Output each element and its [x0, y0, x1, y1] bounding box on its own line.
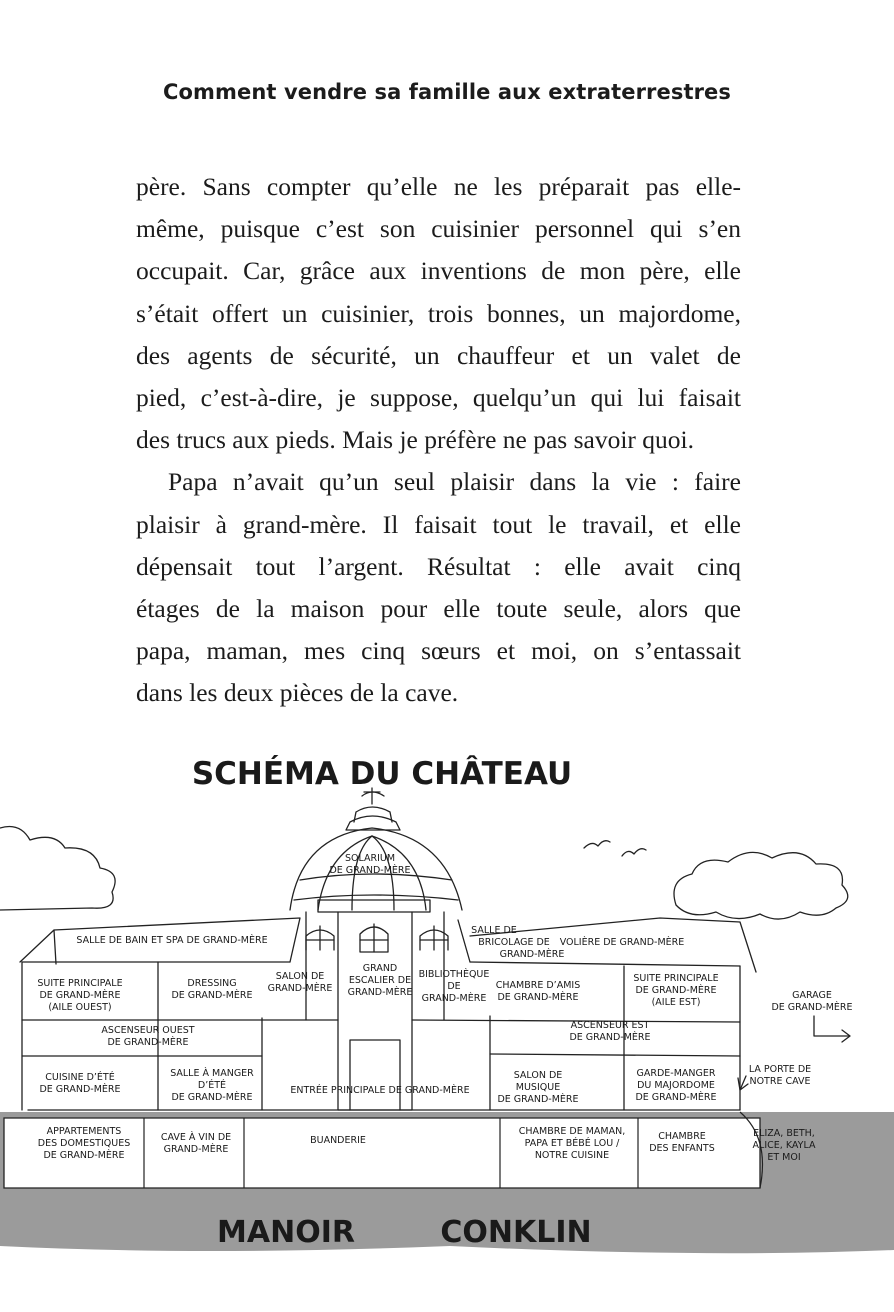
- illustration-title: SCHÉMA DU CHÂTEAU: [191, 756, 573, 792]
- label-salle-manger: SALLE À MANGER: [170, 1068, 254, 1079]
- label-ascenseur-ouest: DE GRAND-MÈRE: [107, 1037, 189, 1048]
- bird: [584, 841, 610, 848]
- text-line: plaisir à grand-mère. Il faisait tout le travail, et elle: [136, 509, 741, 539]
- label-bibliotheque: GRAND-MÈRE: [421, 993, 487, 1004]
- text-line: dans les deux pièces de la cave.: [136, 678, 459, 708]
- label-suite-ouest: DE GRAND-MÈRE: [39, 990, 121, 1001]
- label-cave-vin: CAVE À VIN DE: [160, 1132, 232, 1143]
- label-chambre-amis: DE GRAND-MÈRE: [497, 992, 579, 1003]
- label-bibliotheque: BIBLIOTHÈQUE: [418, 969, 490, 980]
- label-bricolage: GRAND-MÈRE: [499, 949, 565, 960]
- text-line: étages de la maison pour elle toute seule, alors que: [136, 594, 741, 624]
- label-escalier: GRAND-MÈRE: [347, 987, 413, 998]
- label-appartements: APPARTEMENTS: [46, 1126, 122, 1137]
- garage-arrow: [814, 1016, 850, 1042]
- label-escalier: ESCALIER DE: [348, 975, 412, 986]
- label-salon-musique: DE GRAND-MÈRE: [497, 1094, 579, 1105]
- text-line: dépensait tout l’argent. Résultat : elle avait cinq: [136, 551, 741, 581]
- label-eliza: ET MOI: [767, 1152, 801, 1163]
- text-line: père. Sans compter qu’elle ne les préparait pas elle-: [136, 172, 741, 201]
- label-salon: GRAND-MÈRE: [267, 983, 333, 994]
- manor-word: MANOIR: [217, 1215, 355, 1250]
- label-garde-manger: DE GRAND-MÈRE: [635, 1092, 717, 1103]
- text-line: même, puisque c’est son cuisinier personnel qui s’en: [136, 214, 741, 244]
- label-salle-manger: D’ÉTÉ: [197, 1080, 227, 1091]
- cloud-right: [674, 852, 848, 919]
- text-line: s’était offert un cuisinier, trois bonnes, un majordome,: [136, 298, 741, 328]
- label-suite-est: SUITE PRINCIPALE: [633, 973, 719, 984]
- label-suite-ouest: (AILE OUEST): [48, 1002, 112, 1013]
- label-ascenseur-ouest: ASCENSEUR OUEST: [101, 1025, 195, 1036]
- label-suite-est: (AILE EST): [651, 997, 701, 1008]
- text-line: Papa n’avait qu’un seul plaisir dans la vie : faire: [168, 467, 741, 497]
- label-chambre-enfants: DES ENFANTS: [649, 1143, 715, 1154]
- label-chambre-maman: NOTRE CUISINE: [534, 1150, 610, 1161]
- label-salon-musique: MUSIQUE: [515, 1082, 561, 1093]
- label-suite-ouest: SUITE PRINCIPALE: [37, 978, 123, 989]
- central-tower: [318, 900, 430, 912]
- label-voliere: VOLIÈRE DE GRAND-MÈRE: [559, 937, 685, 948]
- label-eliza: ELIZA, BETH,: [753, 1128, 815, 1139]
- label-cave-vin: GRAND-MÈRE: [163, 1144, 229, 1155]
- conklin-word: CONKLIN: [440, 1215, 592, 1250]
- label-garage: GARAGE: [792, 990, 832, 1001]
- label-garage: DE GRAND-MÈRE: [771, 1002, 853, 1013]
- castle-illustration: [0, 740, 894, 1270]
- cloud-left: [0, 827, 115, 911]
- label-cuisine-ete: CUISINE D’ÉTÉ: [45, 1072, 115, 1083]
- label-dressing: DE GRAND-MÈRE: [171, 990, 253, 1001]
- running-header: Comment vendre sa famille aux extraterrestres: [163, 80, 731, 104]
- text-line: des agents de sécurité, un chauffeur et un valet de: [136, 340, 741, 370]
- label-ascenseur-est: DE GRAND-MÈRE: [569, 1032, 651, 1043]
- label-appartements: DES DOMESTIQUES: [37, 1138, 131, 1149]
- label-eliza: ALICE, KAYLA: [752, 1140, 816, 1151]
- label-chambre-amis: CHAMBRE D’AMIS: [495, 980, 581, 991]
- label-cuisine-ete: DE GRAND-MÈRE: [39, 1084, 121, 1095]
- label-garde-manger: GARDE-MANGER: [636, 1068, 716, 1079]
- label-bricolage: BRICOLAGE DE: [478, 937, 550, 948]
- label-escalier: GRAND: [362, 963, 398, 974]
- label-solarium: DE GRAND-MÈRE: [329, 865, 411, 876]
- label-porte-cave: LA PORTE DE: [748, 1064, 812, 1075]
- label-salon-musique: SALON DE: [513, 1070, 563, 1081]
- label-garde-manger: DU MAJORDOME: [637, 1080, 715, 1091]
- label-bibliotheque: DE: [447, 981, 461, 992]
- body-text: [136, 166, 741, 715]
- label-dressing: DRESSING: [187, 978, 237, 989]
- text-line: des trucs aux pieds. Mais je préfère ne pas savoir quoi.: [136, 425, 694, 455]
- label-appartements: DE GRAND-MÈRE: [43, 1150, 125, 1161]
- label-salle-bain: SALLE DE BAIN ET SPA DE GRAND-MÈRE: [76, 935, 268, 946]
- main-door: [350, 1040, 400, 1110]
- text-line: occupait. Car, grâce aux inventions de mon père, elle: [136, 256, 741, 286]
- label-solarium: SOLARIUM: [344, 853, 396, 864]
- label-suite-est: DE GRAND-MÈRE: [635, 985, 717, 996]
- text-line: papa, maman, mes cinq sœurs et moi, on s’entassait: [136, 636, 741, 666]
- label-ascenseur-est: ASCENSEUR EST: [570, 1020, 650, 1031]
- bird: [622, 849, 646, 856]
- label-chambre-maman: CHAMBRE DE MAMAN,: [518, 1126, 626, 1137]
- label-salon: SALON DE: [275, 971, 325, 982]
- label-entree: ENTRÉE PRINCIPALE DE GRAND-MÈRE: [290, 1085, 470, 1096]
- label-salle-manger: DE GRAND-MÈRE: [171, 1092, 253, 1103]
- label-chambre-maman: PAPA ET BÉBÉ LOU /: [524, 1138, 620, 1149]
- label-porte-cave: NOTRE CAVE: [749, 1076, 811, 1087]
- label-chambre-enfants: CHAMBRE: [658, 1131, 706, 1142]
- text-line: pied, c’est-à-dire, je suppose, quelqu’un qui lui faisait: [136, 383, 741, 413]
- label-bricolage: SALLE DE: [471, 925, 517, 936]
- label-buanderie: BUANDERIE: [310, 1135, 366, 1146]
